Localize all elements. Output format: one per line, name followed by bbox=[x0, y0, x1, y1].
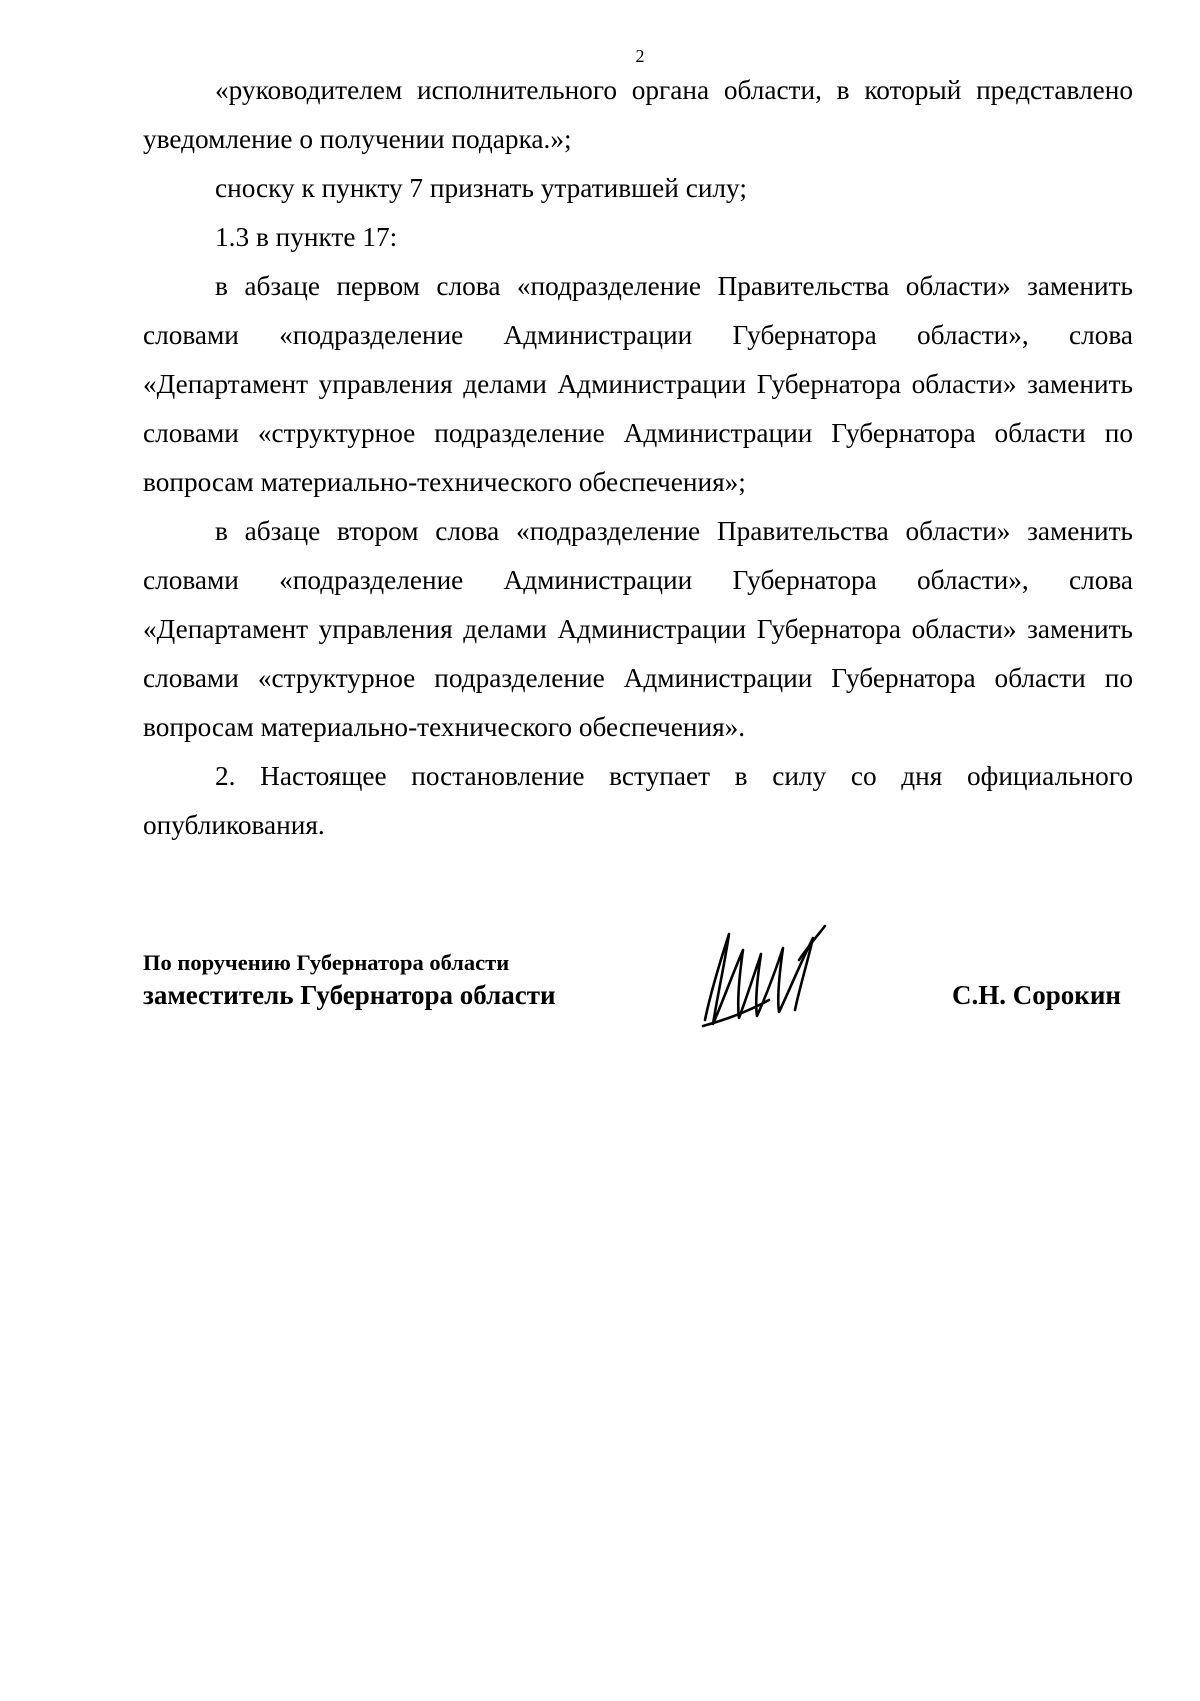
handwritten-signature bbox=[695, 920, 830, 1035]
paragraph-2: сноску к пункту 7 признать утратившей силу; bbox=[215, 173, 747, 203]
signatory-position-line-1: По поручению Губернатора области bbox=[143, 950, 510, 975]
paragraph-5: в абзаце втором слова «подразделение Правительства области» заменить словами «подразделение Администрации Губернатора области», слова «Департамент управления делами Администрации Губернатора области» заменить словами «структурное подразделение Администрации Губернатора области по вопросам материально-технического обеспечения». bbox=[143, 516, 1133, 742]
page-number: 2 bbox=[635, 46, 645, 66]
signatory-name: С.Н. Сорокин bbox=[952, 980, 1121, 1010]
paragraph-4: в абзаце первом слова «подразделение Правительства области» заменить словами «подразделение Администрации Губернатора области», слова «Департамент управления делами Администрации Губернатора области» заменить словами «структурное подразделение Администрации Губернатора области по вопросам материально-технического обеспечения»; bbox=[143, 271, 1133, 497]
paragraph-6: 2. Настоящее постановление вступает в силу со дня официального опубликования. bbox=[143, 761, 1133, 840]
paragraph-1: «руководителем исполнительного органа области, в который представлено уведомление о получении подарка.»; bbox=[143, 75, 1133, 154]
document-body bbox=[143, 66, 1133, 850]
signatory-position-line-2: заместитель Губернатора области bbox=[143, 980, 556, 1010]
paragraph-3: 1.3 в пункте 17: bbox=[215, 222, 398, 252]
